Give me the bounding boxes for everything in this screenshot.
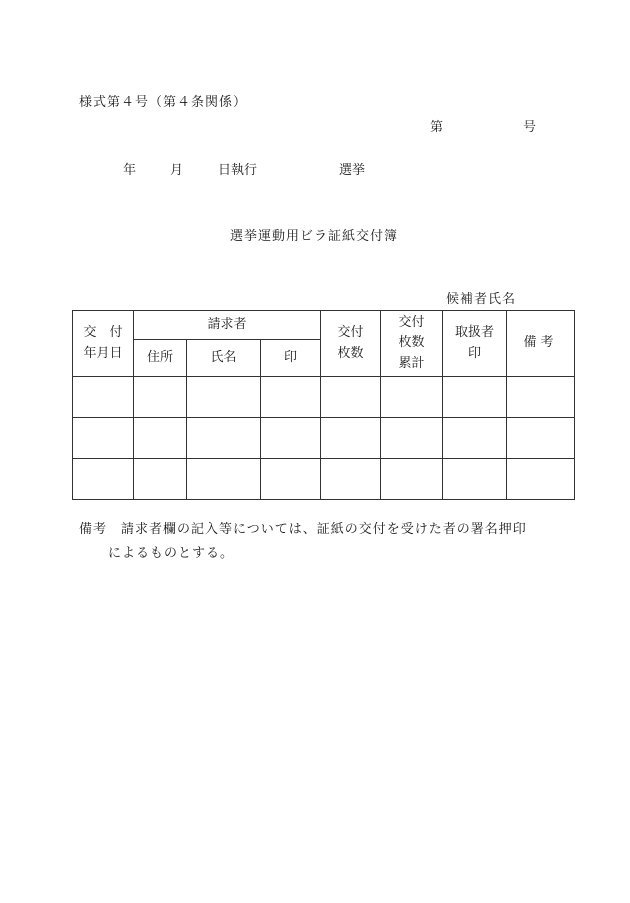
remarks-note-line1: 備考 請求者欄の記入等については、証紙の交付を受けた者の署名押印 <box>79 522 527 537</box>
handler-header-top: 取扱者 <box>455 325 495 341</box>
issue-date-header-bottom: 年月日 <box>83 345 123 361</box>
execution-month-label: 月 <box>170 163 184 178</box>
table-cell <box>187 377 261 418</box>
issued-count-header-bottom: 枚数 <box>337 345 364 361</box>
table-cell <box>507 377 575 418</box>
table-cell <box>443 459 507 500</box>
table-cell <box>321 418 381 459</box>
name-header: 氏名 <box>187 340 261 377</box>
table-cell <box>381 377 443 418</box>
issue-date-header <box>73 311 134 377</box>
handler-header-bottom: 印 <box>468 345 482 361</box>
table-cell <box>261 418 321 459</box>
document-title: 選挙運動用ビラ証紙交付簿 <box>230 229 399 244</box>
table-cell <box>321 377 381 418</box>
handler-header <box>443 311 507 377</box>
stamp-issue-register-table <box>72 310 575 500</box>
table-cell <box>321 459 381 500</box>
requester-header: 請求者 <box>134 311 321 340</box>
seal-header: 印 <box>261 340 321 377</box>
document-number-suffix: 号 <box>523 120 537 135</box>
table-cell <box>261 377 321 418</box>
table-cell <box>507 418 575 459</box>
table-cell <box>73 418 134 459</box>
table-cell <box>73 377 134 418</box>
table-cell <box>73 459 134 500</box>
table-row <box>73 377 575 418</box>
execution-year-label: 年 <box>123 163 137 178</box>
table-cell <box>443 418 507 459</box>
table-cell <box>134 459 187 500</box>
table-cell <box>261 459 321 500</box>
table-cell <box>134 377 187 418</box>
cumulative-header-line3: 累計 <box>398 355 425 371</box>
issued-count-header <box>321 311 381 377</box>
cumulative-header-line2: 枚数 <box>398 335 425 351</box>
remarks-note-line2: によるものとする。 <box>108 546 235 561</box>
table-cell <box>134 418 187 459</box>
cumulative-count-header <box>381 311 443 377</box>
table-cell <box>507 459 575 500</box>
cumulative-header-line1: 交付 <box>398 315 425 331</box>
table-cell <box>187 418 261 459</box>
candidate-name-label: 候補者氏名 <box>446 292 517 307</box>
document-number-prefix: 第 <box>430 120 444 135</box>
form-identifier: 様式第４号（第４条関係） <box>79 95 248 110</box>
election-label: 選挙 <box>339 163 366 178</box>
table-row <box>73 459 575 500</box>
table-row <box>73 418 575 459</box>
remarks-header: 備考 <box>507 311 575 377</box>
execution-day-label: 日執行 <box>218 163 258 178</box>
issue-date-header-top: 交 付 <box>83 325 123 341</box>
table-cell <box>381 418 443 459</box>
table-cell <box>443 377 507 418</box>
table-cell <box>187 459 261 500</box>
address-header: 住所 <box>134 340 187 377</box>
table-cell <box>381 459 443 500</box>
issued-count-header-top: 交付 <box>337 325 364 341</box>
